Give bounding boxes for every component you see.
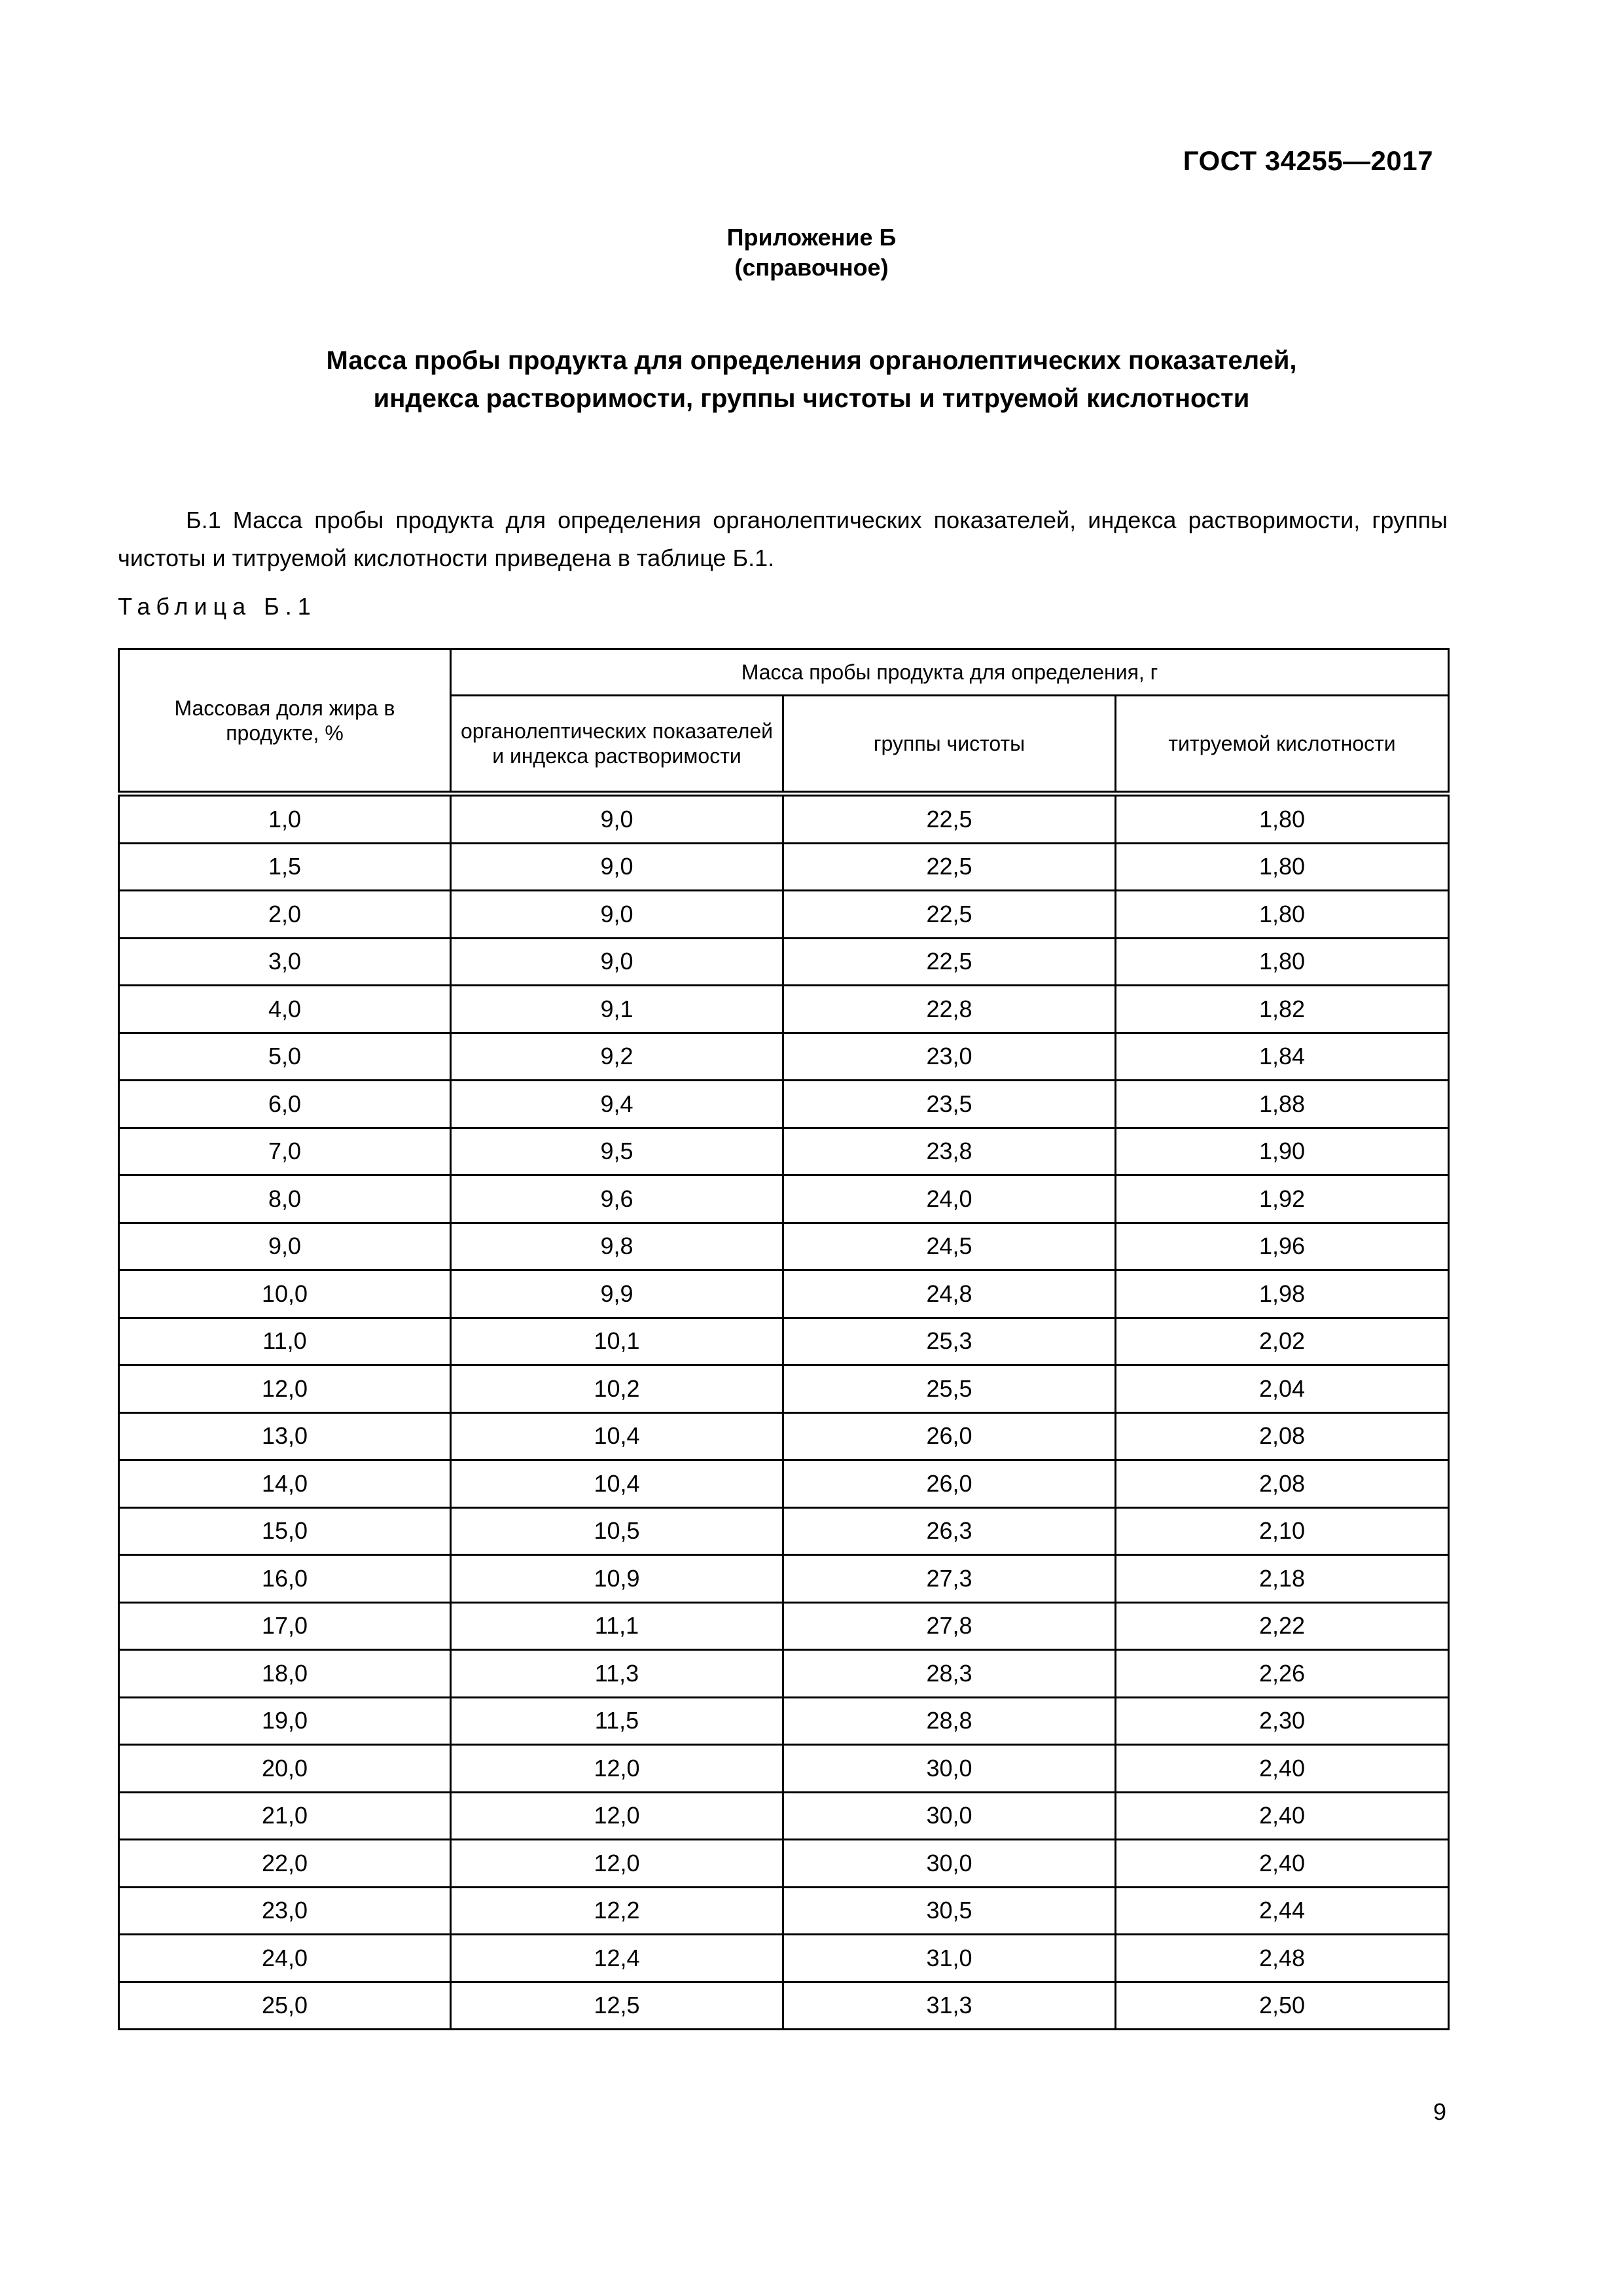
table-cell: 30,5 bbox=[783, 1887, 1116, 1935]
table-row bbox=[119, 1887, 1449, 1935]
table-row bbox=[119, 1175, 1449, 1223]
table-cell: 23,0 bbox=[783, 1033, 1116, 1081]
header-titratable-acidity: титруемой кислотности bbox=[1116, 696, 1449, 794]
table-row bbox=[119, 1318, 1449, 1365]
table-cell: 5,0 bbox=[119, 1033, 451, 1081]
table-cell: 1,80 bbox=[1116, 938, 1449, 986]
table-cell: 12,4 bbox=[451, 1935, 783, 1982]
table-cell: 15,0 bbox=[119, 1507, 451, 1555]
table-cell: 30,0 bbox=[783, 1745, 1116, 1793]
table-cell: 30,0 bbox=[783, 1840, 1116, 1888]
table-cell: 22,0 bbox=[119, 1840, 451, 1888]
table-cell: 1,0 bbox=[119, 794, 451, 844]
table-row bbox=[119, 1697, 1449, 1745]
table-cell: 19,0 bbox=[119, 1697, 451, 1745]
table-cell: 6,0 bbox=[119, 1081, 451, 1128]
table-cell: 4,0 bbox=[119, 986, 451, 1033]
table-row bbox=[119, 1792, 1449, 1840]
table-cell: 22,5 bbox=[783, 891, 1116, 939]
table-cell: 9,2 bbox=[451, 1033, 783, 1081]
table-cell: 10,2 bbox=[451, 1365, 783, 1413]
main-title-line-2: индекса растворимости, группы чистоты и титруемой кислотности bbox=[373, 384, 1250, 413]
table-cell: 11,3 bbox=[451, 1650, 783, 1698]
table-cell: 9,6 bbox=[451, 1175, 783, 1223]
table-cell: 16,0 bbox=[119, 1555, 451, 1603]
table-cell: 10,0 bbox=[119, 1270, 451, 1318]
table-cell: 22,5 bbox=[783, 843, 1116, 891]
table-cell: 21,0 bbox=[119, 1792, 451, 1840]
table-cell: 23,8 bbox=[783, 1128, 1116, 1175]
header-organoleptic: органолептических показателей и индекса растворимости bbox=[451, 696, 783, 794]
table-cell: 13,0 bbox=[119, 1412, 451, 1460]
table-cell: 10,5 bbox=[451, 1507, 783, 1555]
table-row bbox=[119, 986, 1449, 1033]
data-table bbox=[118, 648, 1450, 2030]
table-row bbox=[119, 1033, 1449, 1081]
table-cell: 1,90 bbox=[1116, 1128, 1449, 1175]
table-cell: 12,0 bbox=[119, 1365, 451, 1413]
table-cell: 12,5 bbox=[451, 1982, 783, 2030]
table-cell: 26,0 bbox=[783, 1460, 1116, 1508]
table-cell: 7,0 bbox=[119, 1128, 451, 1175]
table-cell: 9,0 bbox=[451, 843, 783, 891]
table-cell: 20,0 bbox=[119, 1745, 451, 1793]
table-cell: 11,5 bbox=[451, 1697, 783, 1745]
table-cell: 2,40 bbox=[1116, 1840, 1449, 1888]
table-row bbox=[119, 1602, 1449, 1650]
table-cell: 26,3 bbox=[783, 1507, 1116, 1555]
table-cell: 9,1 bbox=[451, 986, 783, 1033]
table-row bbox=[119, 1081, 1449, 1128]
table-cell: 24,8 bbox=[783, 1270, 1116, 1318]
table-cell: 24,0 bbox=[119, 1935, 451, 1982]
table-cell: 1,88 bbox=[1116, 1081, 1449, 1128]
table-caption: Таблица Б.1 bbox=[118, 593, 317, 620]
table-cell: 10,4 bbox=[451, 1412, 783, 1460]
table-cell: 9,0 bbox=[451, 938, 783, 986]
table-row bbox=[119, 1223, 1449, 1270]
table-cell: 22,8 bbox=[783, 986, 1116, 1033]
table-cell: 2,40 bbox=[1116, 1745, 1449, 1793]
table-row bbox=[119, 794, 1449, 844]
table-cell: 25,0 bbox=[119, 1982, 451, 2030]
table-row bbox=[119, 891, 1449, 939]
table-row bbox=[119, 1365, 1449, 1413]
table-cell: 2,04 bbox=[1116, 1365, 1449, 1413]
table-cell: 31,3 bbox=[783, 1982, 1116, 2030]
table-cell: 17,0 bbox=[119, 1602, 451, 1650]
table-cell: 10,9 bbox=[451, 1555, 783, 1603]
table-cell: 23,5 bbox=[783, 1081, 1116, 1128]
table-cell: 1,80 bbox=[1116, 794, 1449, 844]
table-row bbox=[119, 1840, 1449, 1888]
table-cell: 12,0 bbox=[451, 1840, 783, 1888]
table-row bbox=[119, 1650, 1449, 1698]
main-title bbox=[157, 342, 1466, 418]
data-table-container bbox=[118, 648, 1448, 2030]
table-cell: 10,1 bbox=[451, 1318, 783, 1365]
table-cell: 9,0 bbox=[119, 1223, 451, 1270]
document-code: ГОСТ 34255—2017 bbox=[1183, 145, 1433, 176]
table-cell: 1,5 bbox=[119, 843, 451, 891]
table-cell: 14,0 bbox=[119, 1460, 451, 1508]
table-row bbox=[119, 1555, 1449, 1603]
table-cell: 1,80 bbox=[1116, 843, 1449, 891]
table-cell: 2,02 bbox=[1116, 1318, 1449, 1365]
table-cell: 28,3 bbox=[783, 1650, 1116, 1698]
table-row bbox=[119, 1128, 1449, 1175]
table-cell: 10,4 bbox=[451, 1460, 783, 1508]
table-row bbox=[119, 1745, 1449, 1793]
table-cell: 2,22 bbox=[1116, 1602, 1449, 1650]
table-cell: 2,44 bbox=[1116, 1887, 1449, 1935]
table-cell: 11,1 bbox=[451, 1602, 783, 1650]
table-cell: 9,0 bbox=[451, 794, 783, 844]
table-cell: 22,5 bbox=[783, 794, 1116, 844]
table-cell: 24,5 bbox=[783, 1223, 1116, 1270]
table-row bbox=[119, 938, 1449, 986]
table-cell: 2,30 bbox=[1116, 1697, 1449, 1745]
table-cell: 26,0 bbox=[783, 1412, 1116, 1460]
appendix-subtitle: (справочное) bbox=[734, 254, 889, 281]
header-purity-group: группы чистоты bbox=[783, 696, 1116, 794]
header-fat-fraction: Массовая доля жира в продукте, % bbox=[119, 649, 451, 794]
table-row bbox=[119, 1982, 1449, 2030]
table-cell: 1,82 bbox=[1116, 986, 1449, 1033]
table-cell: 18,0 bbox=[119, 1650, 451, 1698]
table-cell: 9,5 bbox=[451, 1128, 783, 1175]
main-title-line-1: Масса пробы продукта для определения органолептических показателей, bbox=[326, 346, 1297, 375]
table-row bbox=[119, 1935, 1449, 1982]
table-body bbox=[119, 794, 1449, 2030]
page-number: 9 bbox=[1433, 2098, 1446, 2125]
table-cell: 1,80 bbox=[1116, 891, 1449, 939]
table-cell: 27,8 bbox=[783, 1602, 1116, 1650]
table-cell: 9,4 bbox=[451, 1081, 783, 1128]
table-cell: 2,08 bbox=[1116, 1412, 1449, 1460]
appendix-title: Приложение Б bbox=[726, 224, 897, 251]
table-cell: 3,0 bbox=[119, 938, 451, 986]
table-cell: 12,0 bbox=[451, 1792, 783, 1840]
table-cell: 2,10 bbox=[1116, 1507, 1449, 1555]
table-cell: 28,8 bbox=[783, 1697, 1116, 1745]
table-cell: 1,92 bbox=[1116, 1175, 1449, 1223]
table-row bbox=[119, 1412, 1449, 1460]
table-cell: 9,8 bbox=[451, 1223, 783, 1270]
header-sample-mass-group: Масса пробы продукта для определения, г bbox=[451, 649, 1449, 696]
body-paragraph bbox=[118, 501, 1448, 577]
table-row bbox=[119, 1460, 1449, 1508]
table-cell: 1,96 bbox=[1116, 1223, 1449, 1270]
table-cell: 2,48 bbox=[1116, 1935, 1449, 1982]
table-cell: 2,40 bbox=[1116, 1792, 1449, 1840]
table-cell: 9,9 bbox=[451, 1270, 783, 1318]
table-cell: 2,0 bbox=[119, 891, 451, 939]
table-cell: 22,5 bbox=[783, 938, 1116, 986]
table-cell: 12,0 bbox=[451, 1745, 783, 1793]
table-cell: 2,26 bbox=[1116, 1650, 1449, 1698]
table-cell: 1,84 bbox=[1116, 1033, 1449, 1081]
table-cell: 27,3 bbox=[783, 1555, 1116, 1603]
table-cell: 30,0 bbox=[783, 1792, 1116, 1840]
table-cell: 8,0 bbox=[119, 1175, 451, 1223]
table-cell: 9,0 bbox=[451, 891, 783, 939]
table-row bbox=[119, 843, 1449, 891]
table-cell: 2,50 bbox=[1116, 1982, 1449, 2030]
table-cell: 11,0 bbox=[119, 1318, 451, 1365]
table-cell: 24,0 bbox=[783, 1175, 1116, 1223]
table-cell: 23,0 bbox=[119, 1887, 451, 1935]
table-row bbox=[119, 1507, 1449, 1555]
table-cell: 25,5 bbox=[783, 1365, 1116, 1413]
appendix-heading bbox=[0, 223, 1623, 283]
table-cell: 12,2 bbox=[451, 1887, 783, 1935]
table-cell: 2,18 bbox=[1116, 1555, 1449, 1603]
table-cell: 2,08 bbox=[1116, 1460, 1449, 1508]
table-cell: 1,98 bbox=[1116, 1270, 1449, 1318]
body-paragraph-text: Б.1 Масса пробы продукта для определения органолептических показателей, индекса растворимости, группы чистоты и титруемой кислотности приведена в таблице Б.1. bbox=[118, 507, 1448, 571]
table-row bbox=[119, 1270, 1449, 1318]
table-cell: 31,0 bbox=[783, 1935, 1116, 1982]
table-cell: 25,3 bbox=[783, 1318, 1116, 1365]
